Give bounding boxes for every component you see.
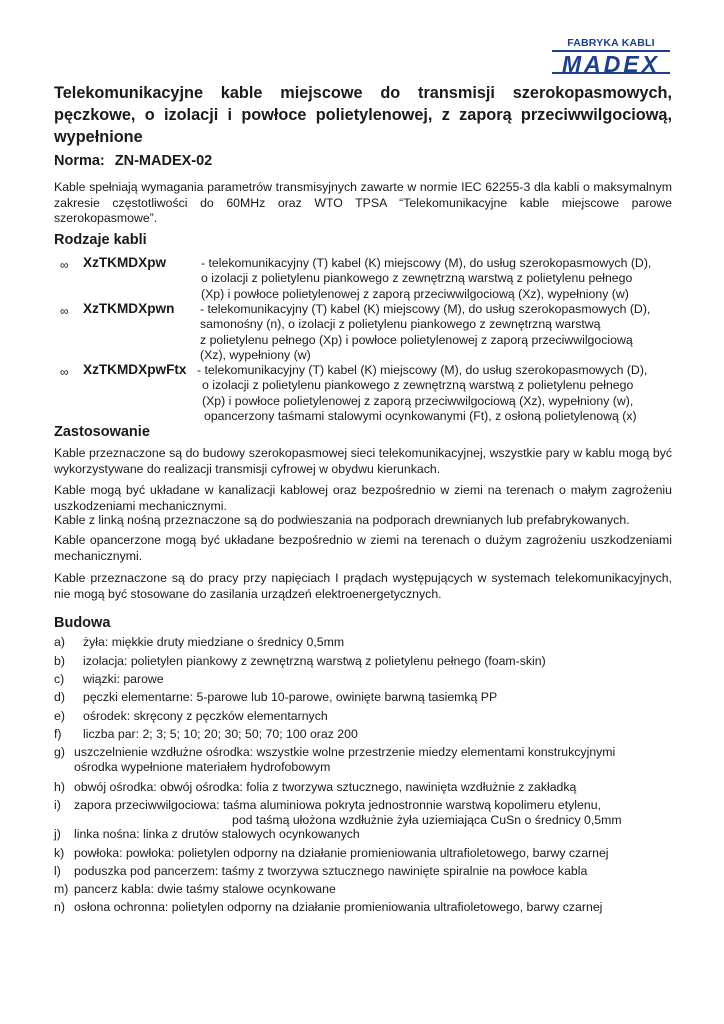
item-letter: d) [54, 690, 65, 704]
item-line: uszczelnienie wzdłużne ośrodka: wszystkie wolne przestrzenie miedzy elementami konstrukcyjnymi [74, 745, 616, 759]
cable-type-description [197, 363, 647, 424]
bullet-icon: ∞ [60, 258, 69, 272]
description-line: (Xz), wypełniony (w) [200, 347, 311, 362]
item-line: izolacja: polietylen piankowy z zewnętrzną warstwą z polietylenu pełnego (foam-skin) [83, 654, 546, 668]
item-text [74, 780, 576, 795]
description-line: opancerzony taśmami stalowymi ocynkowanymi (Ft), z osłoną polietylenową (x) [204, 408, 637, 423]
item-letter: a) [54, 635, 65, 649]
item-text [74, 798, 622, 829]
item-line: pod taśmą ułożona wzdłużnie żyła uziemiająca CuSn o średnicy 0,5mm [232, 813, 622, 828]
description-line: o izolacji z polietylenu piankowego z zewnętrzną warstwą z polietylenu pełnego [201, 271, 633, 286]
item-letter: g) [54, 745, 65, 759]
item-text [74, 864, 587, 879]
description-line: - telekomunikacyjny (T) kabel (K) miejscowy (M), do usług szerokopasmowych (D), [197, 363, 648, 377]
description-line: o izolacji z polietylenu piankowego z zewnętrzną warstwą z polietylenu pełnego [202, 378, 634, 393]
item-text [83, 727, 358, 742]
item-letter: b) [54, 654, 65, 668]
item-text [74, 882, 336, 897]
item-letter: l) [54, 864, 61, 878]
cable-type-code: XzTKMDXpwn [83, 301, 175, 316]
item-line: ośrodek: skręcony z pęczków elementarnych [83, 709, 328, 723]
norma-value: ZN-MADEX-02 [114, 153, 213, 169]
madex-logo [552, 37, 670, 77]
description-line: - telekomunikacyjny (T) kabel (K) miejscowy (M), do usług szerokopasmowych (D), [200, 302, 651, 316]
item-letter: k) [54, 846, 65, 860]
item-letter: c) [54, 672, 65, 686]
description-line: (Xp) i powłoce polietylenowej z zaporą przeciwwilgociową (Xz), wypełniony (w), [202, 393, 634, 408]
item-letter: i) [54, 798, 61, 812]
logo-subtitle: FABRYKA KABLI [567, 37, 655, 49]
item-line: zapora przeciwwilgociowa: taśma aluminiowa pokryta jednostronnie warstwą kopolimeru etylenu, [74, 798, 601, 812]
item-letter: h) [54, 780, 65, 794]
cable-type-code: XzTKMDXpw [83, 255, 167, 270]
norma-line [54, 153, 212, 169]
item-text [74, 745, 615, 776]
zastosowanie-paragraph-2: Kable mogą być układane w kanalizacji kablowej oraz bezpośrednio w ziemi na terenach o małym zagrożeniu uszkodzeniami mechanicznymi. [54, 483, 672, 513]
item-line: obwój ośrodka: obwój ośrodka: folia z tworzywa sztucznego, nawinięta wzdłużnie z zakładką [74, 780, 577, 794]
item-line: żyła: miękkie druty miedziane o średnicy 0,5mm [83, 635, 345, 649]
item-letter: j) [54, 827, 61, 841]
zastosowanie-paragraph-3: Kable z linką nośną przeznaczone są do podwieszania na podporach drewnianych lub prefabrykowanych. [54, 513, 630, 527]
item-line: pęczki elementarne: 5-parowe lub 10-parowe, owinięte barwną tasiemką PP [83, 690, 498, 704]
cable-type-code: XzTKMDXpwFtx [83, 362, 187, 377]
bullet-icon: ∞ [60, 365, 69, 379]
document-title: Telekomunikacyjne kable miejscowe do transmisji szerokopasmowych, pęczkowe, o izolacji i powłoce polietylenowej, z zaporą przeciwwilgociową, wypełnione [54, 84, 672, 146]
item-letter: n) [54, 900, 65, 914]
item-line: osłona ochronna: polietylen odporny na działanie promieniowania ultrafioletowego, barwy czarnej [74, 900, 603, 914]
item-line: wiązki: parowe [83, 672, 164, 686]
item-line: poduszka pod pancerzem: taśmy z tworzywa sztucznego nawinięte spiralnie na powłoce kabla [74, 864, 588, 878]
rodzaje-heading: Rodzaje kabli [54, 232, 147, 248]
item-text [83, 635, 344, 650]
item-line: ośrodka wypełnione materiałem hydrofobowym [74, 760, 331, 775]
item-text [83, 654, 546, 669]
zastosowanie-paragraph-1: Kable przeznaczone są do budowy szerokopasmowej sieci telekomunikacyjnej, wszystkie pary w kablu mogą być wykorzystywane do realizacji transmisji cyfrowej w obydwu kierunkach. [54, 446, 672, 476]
budowa-heading: Budowa [54, 615, 111, 631]
description-line: samonośny (n), o izolacji z polietylenu piankowego z zewnętrzną warstwą [200, 317, 601, 332]
item-line: liczba par: 2; 3; 5; 10; 20; 30; 50; 70; 100 oraz 200 [83, 727, 358, 741]
item-text [74, 900, 602, 915]
norma-label: Norma: [54, 153, 105, 169]
description-line: z polietylenu pełnego (Xp) i powłoce polietylenowej z zaporą przeciwwilgociową [200, 332, 633, 347]
item-letter: e) [54, 709, 65, 723]
item-text [83, 690, 497, 705]
item-text [83, 672, 164, 687]
description-line: - telekomunikacyjny (T) kabel (K) miejscowy (M), do usług szerokopasmowych (D), [201, 256, 652, 270]
item-text [74, 827, 360, 842]
item-letter: m) [54, 882, 69, 896]
bullet-icon: ∞ [60, 304, 69, 318]
item-text [74, 846, 609, 861]
item-text [83, 709, 328, 724]
item-line: powłoka: powłoka: polietylen odporny na działanie promieniowania ultrafioletowego, barwy czarnej [74, 846, 609, 860]
description-line: (Xp) i powłoce polietylenowej z zaporą przeciwwilgociową (Xz), wypełniony (w) [201, 286, 629, 301]
intro-paragraph: Kable spełniają wymagania parametrów transmisyjnych zawarte w normie IEC 62255-3 dla kabli o maksymalnym zakresie częstotliwości do 60MHz oraz WTO TPSA “Telekomunikacyjne kable miejscowe parowe szerokopasmowe”. [54, 180, 672, 225]
cable-type-description [201, 256, 651, 302]
zastosowanie-paragraph-4: Kable opancerzone mogą być układane bezpośrednio w ziemi na terenach o dużym zagrożeniu uszkodzeniami mechanicznymi. [54, 533, 672, 563]
logo-wordmark: MADEX [552, 50, 670, 74]
item-letter: f) [54, 727, 62, 741]
item-line: linka nośna: linka z drutów stalowych ocynkowanych [74, 827, 360, 841]
item-line: pancerz kabla: dwie taśmy stalowe ocynkowane [74, 882, 336, 896]
zastosowanie-heading: Zastosowanie [54, 424, 150, 440]
cable-type-description [200, 302, 650, 363]
zastosowanie-paragraph-5: Kable przeznaczone są do pracy przy napięciach I prądach występujących w systemach telekomunikacyjnych, nie mogą być stosowane do zasilania urządzeń elektroenergetycznych. [54, 571, 672, 601]
